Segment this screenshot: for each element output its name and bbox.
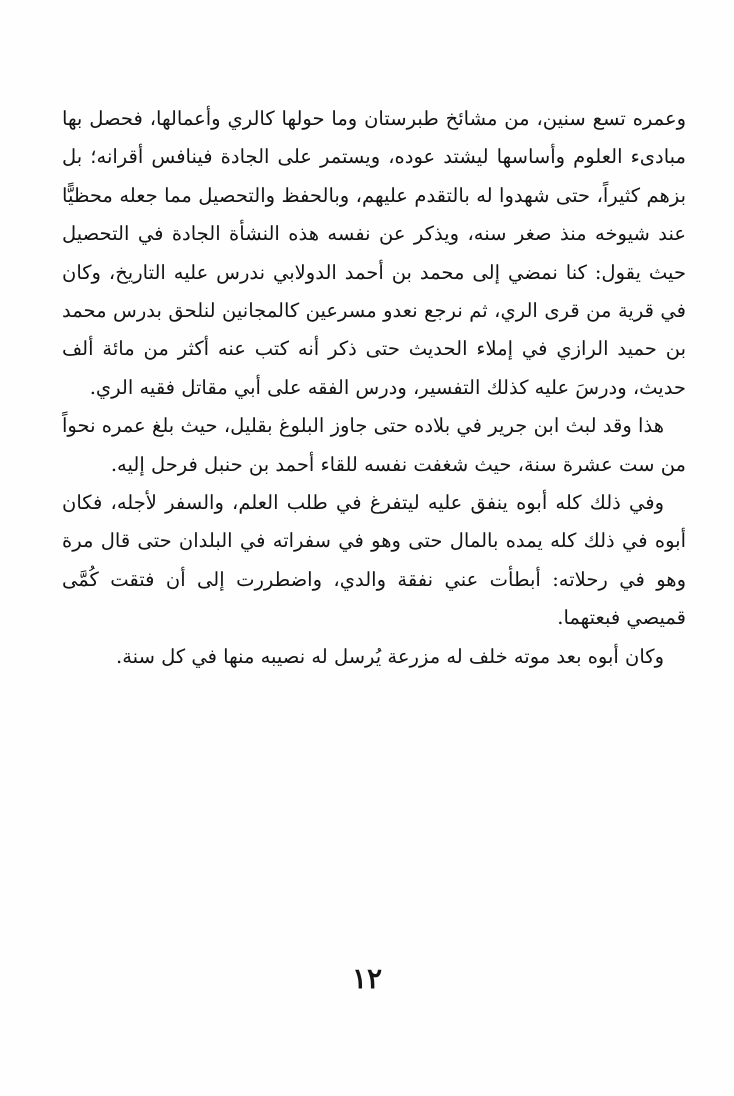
paragraph-3: وفي ذلك كله أبوه ينفق عليه ليتفرغ في طلب العلم، والسفر لأجله، فكان أبوه في ذلك كله يمده بالمال حتى وهو في سفراته في البلدان حتى قال مرة وهو في رحلاته: أبطأت عني نفقة والدي، واضطررت إلى أن فتقت كُمَّى قميصي فبعتهما.	[62, 491, 686, 630]
paragraph-4: وكان أبوه بعد موته خلف له مزرعة يُرسل له نصيبه منها في كل سنة.	[116, 644, 664, 668]
page-number: ١٢	[351, 962, 383, 995]
paragraph-1: وعمره تسع سنين، من مشائخ طبرستان وما حولها كالري وأعمالها، فحصل بها مبادىء العلوم وأساسها ليشتد عوده، ويستمر على الجادة فينافس أقرانه؛ بل بزهم كثيراً، حتى شهدوا له بالتقدم عليهم، وبالحفظ والتحصيل مما جعله محظيًّا عند شيوخه منذ صغر سنه، ويذكر عن نفسه هذه النشأة الجادة في التحصيل حيث يقول: كنا نمضي إلى محمد بن أحمد الدولابي ندرس عليه التاريخ، وكان في قرية من قرى الري، ثم نرجع نعدو مسرعين كالمجانين لنلحق بدرس محمد بن حميد الرازي في إملاء الحديث حتى ذكر أنه كتب عنه أكثر من مائة ألف حديث، ودرسَ عليه كذلك التفسير، ودرس الفقه على أبي مقاتل فقيه الري.	[62, 107, 686, 399]
body-text	[62, 100, 686, 676]
paragraph-2: هذا وقد لبث ابن جرير في بلاده حتى جاوز البلوغ بقليل، حيث بلغ عمره نحواً من ست عشرة سنة، حيث شغفت نفسه للقاء أحمد بن حنبل فرحل إليه.	[62, 414, 686, 476]
